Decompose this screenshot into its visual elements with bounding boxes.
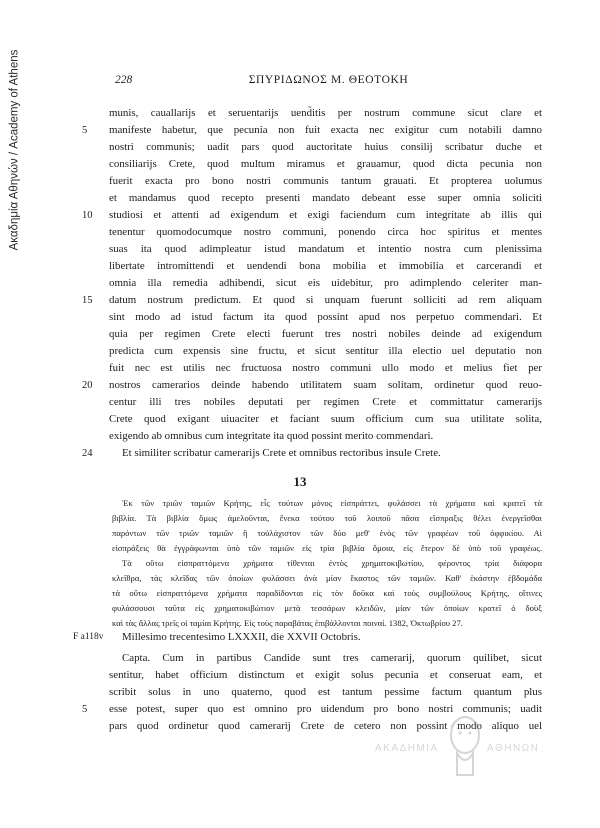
text-line: datum nostrum predictum. Et quod si unquam fuerunt solliciti ad rem aliquam [109,294,542,306]
section-number: 13 [293,474,307,489]
date-line: Millesimo trecentesimo LXXXII, die XXVII Octobris. [122,631,361,643]
watermark-right-text: ΑΘΗΝΩΝ [487,743,540,754]
text-line: sentitur, habet officium distinctum et exigit solus pecunia et conseruat eam, et [109,669,542,681]
page-number: 228 [115,74,133,86]
text-line: Et similiter scribatur camerarijs Crete et omnibus rectoribus insule Crete. [122,447,441,459]
text-line: centur illi tres nobiles deputati per regimen Crete et committatur camerarijs [109,396,542,408]
side-stamp-text: Ακαδημία Αθηνών / Academy of Athens [8,49,21,251]
folio-reference: F a118v [73,632,104,642]
line-number: 20 [82,380,93,391]
text-line: manifeste habetur, que pecunia non fuit exacta nec exigitur cum notabili damno [109,124,542,136]
text-line: pars quod ordinetur quod camerarij Crete de cetero non possint modo aliquo uel [109,720,542,732]
text-line: quia per regimen Crete electi fuerunt tres nostri nobiles deinde ad exigendum [109,328,542,340]
academy-watermark [375,705,553,795]
summary-line: κλεῖθρα, τὰς κλεῖδας τῶν ὁποίων φυλάσσει ἀνὰ μίαν ἕκαστος τῶν ταμιῶν. Καθ' ἑκάστην ἑβδομάδα [112,573,542,583]
text-line: suas ita quod adimpleatur istud mandatum et intentio nostra cum plenissima [109,243,542,255]
text-line: scribit solus in uno quaterno, quod est tantum pessime factum quantum plus [109,686,542,698]
line-number: 24 [82,448,93,459]
line-number: 5 [82,704,88,715]
line-number: 10 [82,210,93,221]
page-header [115,74,542,90]
athena-head-icon [443,705,487,795]
summary-line: τὰ οὕτω εἰσπραττόμενα χρήματα παραδίδονται εἰς τὸν δοῦκα καὶ τοὺς συμβούλους Κρήτης, οἵτινες [112,588,542,598]
summary-line: καὶ τὰς ἄλλας τρεῖς οἱ ταμίαι Κρήτης. Εἰς τοὺς παραβάτας ἐπιβάλλονται ποιναί. 1382, Ὀκτωβρίου 27. [112,618,463,628]
summary-line: Τὰ οὕτω εἰσπραττόμενα χρήματα τίθενται ἐντὸς χρηματοκιβωτίου, φέροντος τρία διάφορα [122,558,542,568]
text-line: fuerit exacta pro bono nostri communis tantum grauati. Et propterea uolumus [109,175,542,187]
text-line: nostros camerarios deinde habendo utilitatem suam solitam, ordinetur quod reuo- [109,379,542,391]
watermark-left-text: ΑΚΑΔΗΜΙΑ [375,743,439,754]
text-line: Crete quod exigant uiuaciter et faciant suum officium cum sua utilitate solita, [109,413,542,425]
text-line: et mandamus quod recepto presenti mandato debeant esse super omnia soliciti [109,192,542,204]
line-number: 5 [82,125,88,136]
text-line: exigendo ab omnibus cum integritate ita quod possint merito commendari. [109,430,434,442]
text-line: predicta cum expensis sine fructu, et sicut sentitur illa electio uel deputatio non [109,345,542,357]
text-line: munis, cauallarijs et seruentarijs uend̃itis per nostrum commune sicut clare et [109,107,542,119]
text-line: nostri communis; uadit pars quod auctoritate huius consilij scribatur duche et [109,141,542,153]
running-head: ΣΠΥΡΙΔΩΝΟΣ Μ. ΘΕΟΤΟΚΗ [248,74,409,86]
summary-line: παρόντων τῶν τριῶν ταμιῶν ἢ τοὐλάχιστον τῶν δύο μεθ' ἑνὸς τῶν γραφέων τοῦ ὀφφικίου. Αἱ [112,528,542,538]
text-line: Capta. Cum in partibus Candide sunt tres camerarij, quorum quilibet, sicut [122,652,542,664]
text-line: fuit nec est utilis nec fructuosa nostro communi ullo modo et melius fiet per [109,362,542,374]
text-line: libertate intromittendi et uendendi bona mobilia et immobilia et carcerandi et [109,260,542,272]
text-line: tenentur quomodocumque nostro communi, ponendo circa hoc spiritus et mentes [109,226,542,238]
text-line: studiosi et attenti ad exigendum et exigi faciendum cum integritate ab illis qui [109,209,542,221]
text-line: esse potest, super quo est omnino pro uidendum pro bono nostri communis; uadit [109,703,542,715]
summary-line: βιβλία. Τὰ βιβλία ὅμως ἀμελοῦνται, ἕνεκα τούτου τοῦ λοιποῦ πᾶσα εἴσπραξις θέλει ἐνεργεῖσθαι [112,513,542,523]
text-line: consiliarijs Crete, quod multum miramus et grauamur, quod dicta pecunia non [109,158,542,170]
text-line: sint modo ad istud factum ita quod possint apud nos perpetuo commendari. Et [109,311,542,323]
text-line: omnia illa remedia adhibendi, sicut eis uidebitur, pro adimplendo celeriter man- [109,277,542,289]
line-number: 15 [82,295,93,306]
academy-side-stamp [4,40,24,260]
summary-line: Ἐκ τῶν τριῶν ταμιῶν Κρήτης, εἷς τούτων μόνος εἰσπράττει, φυλάσσει τὰ χρήματα καὶ κρατεῖ τὰ [122,498,542,508]
summary-line: φυλάσσουσι ταῦτα εἰς χρηματοκιβώτιον μετὰ τεσσάρων κλειδῶν, μίαν τῶν ὁποίων κρατεῖ ὁ δοὺξ [112,603,542,613]
summary-line: εἰσπράξεις θὰ ἐγγράφωνται ὑπὸ τῶν ταμιῶν εἰς τρία βιβλία ὅμοια, εἰς ἕτερον δὲ ὑπὸ τοῦ γραφέως. [112,543,542,553]
